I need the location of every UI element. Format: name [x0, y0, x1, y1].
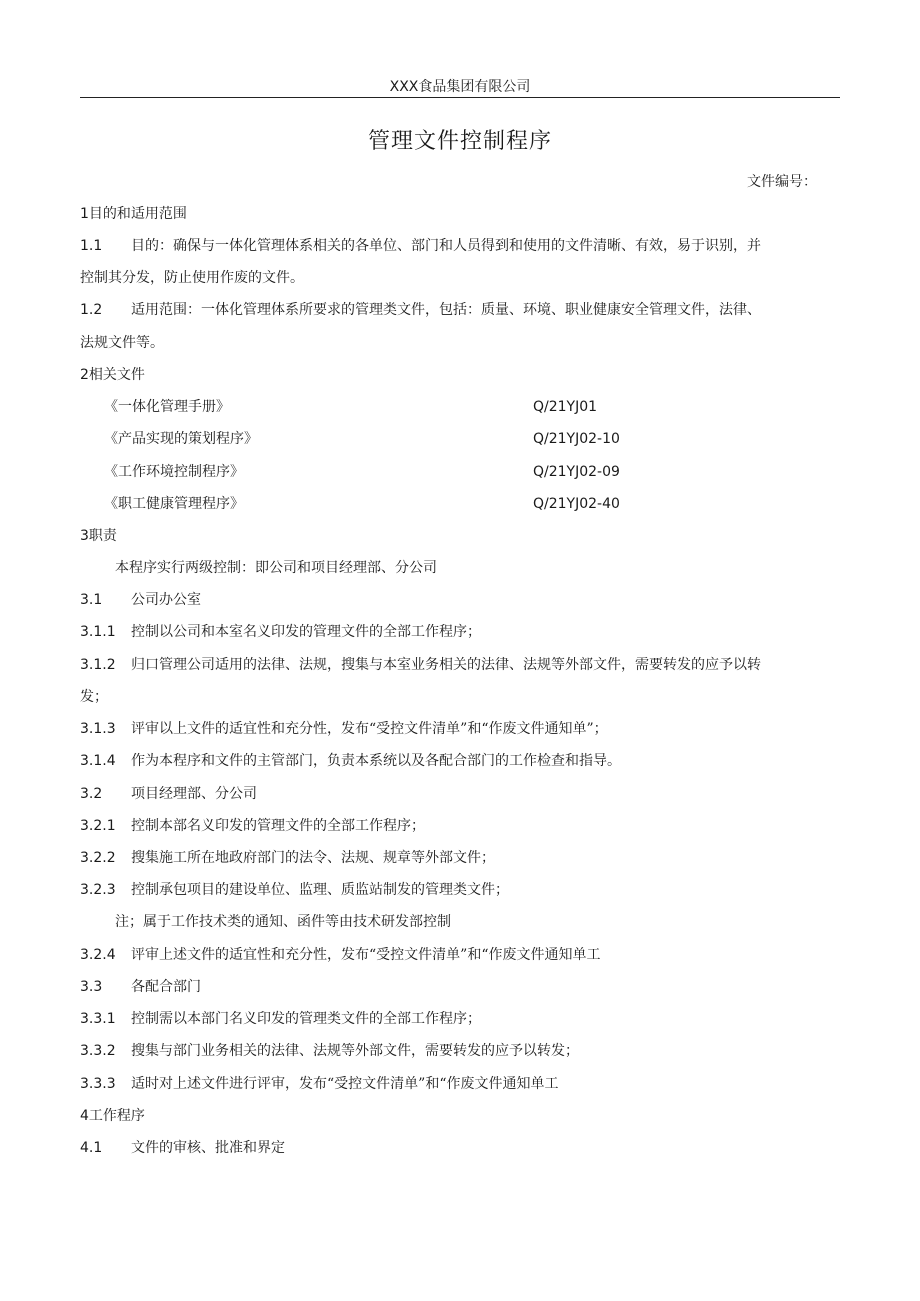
clause-3-1-1	[80, 622, 481, 642]
clause-number: 3.1.1	[80, 624, 116, 640]
clause-3-2-2	[80, 848, 495, 868]
clause-number: 3.1.2	[80, 657, 116, 673]
doc-number-label: 文件编号：	[747, 174, 817, 190]
clause-3-1-3	[80, 719, 608, 739]
clause-number: 3.2.4	[80, 947, 116, 963]
clause-3-3-1	[80, 1009, 481, 1029]
clause-3-1-2-cont: 发；	[80, 689, 108, 705]
related-doc-code: Q/21YJ02-09	[533, 464, 620, 480]
clause-number: 3.3.3	[80, 1076, 116, 1092]
section-3-intro: 本程序实行两级控制：即公司和项目经理部、分公司	[115, 560, 437, 576]
clause-number: 4.1	[80, 1140, 103, 1156]
clause-3-3	[80, 977, 201, 997]
clause-3-3-2	[80, 1041, 579, 1061]
clause-text: 作为本程序和文件的主管部门，负责本系统以及各配合部门的工作检查和指导。	[131, 753, 621, 769]
related-doc-title: 《产品实现的策划程序》	[104, 431, 258, 447]
company-header: XXX食品集团有限公司	[389, 79, 531, 95]
clause-number: 3.3.2	[80, 1043, 116, 1059]
clause-3-2-3	[80, 880, 509, 900]
related-doc-code: Q/21YJ02-10	[533, 431, 620, 447]
clause-text: 控制承包项目的建设单位、监理、质监站制发的管理类文件；	[131, 882, 509, 898]
clause-3-2	[80, 784, 257, 804]
clause-3-2-1	[80, 816, 425, 836]
clause-text: 搜集与部门业务相关的法律、法规等外部文件，需要转发的应予以转发；	[131, 1043, 579, 1059]
section-3-heading: 3职责	[80, 528, 117, 544]
clause-1-1-cont: 控制其分发，防止使用作废的文件。	[80, 270, 304, 286]
clause-number: 3.2.1	[80, 818, 116, 834]
clause-3-1	[80, 590, 201, 610]
clause-1-2	[80, 300, 761, 320]
clause-1-1	[80, 236, 761, 256]
clause-text: 评审上述文件的适宜性和充分性，发布“受控文件清单”和“作废文件通知单工	[131, 947, 601, 963]
related-doc-title: 《一体化管理手册》	[104, 399, 230, 415]
clause-text: 文件的审核、批准和界定	[131, 1140, 285, 1156]
clause-4-1	[80, 1138, 285, 1158]
clause-number: 3.3.1	[80, 1011, 116, 1027]
header-rule	[80, 97, 840, 98]
clause-text: 控制本部名义印发的管理文件的全部工作程序；	[131, 818, 425, 834]
clause-number: 3.1.4	[80, 753, 116, 769]
clause-text: 公司办公室	[131, 592, 201, 608]
clause-text: 控制以公司和本室名义印发的管理文件的全部工作程序；	[131, 624, 481, 640]
related-doc-title: 《职工健康管理程序》	[104, 496, 244, 512]
clause-3-3-3	[80, 1074, 558, 1094]
clause-number: 1.2	[80, 302, 103, 318]
clause-number: 1.1	[80, 238, 103, 254]
clause-number: 3.2.2	[80, 850, 116, 866]
clause-text: 归口管理公司适用的法律、法规，搜集与本室业务相关的法律、法规等外部文件，需要转发的应予以转	[131, 657, 761, 673]
clause-number: 3.2.3	[80, 882, 116, 898]
document-title: 管理文件控制程序	[367, 129, 552, 154]
clause-text: 控制需以本部门名义印发的管理类文件的全部工作程序；	[131, 1011, 481, 1027]
clause-text: 目的：确保与一体化管理体系相关的各单位、部门和人员得到和使用的文件清晰、有效，易于识别，并	[131, 238, 761, 254]
clause-3-1-2	[80, 655, 761, 675]
clause-text: 各配合部门	[131, 979, 201, 995]
clause-number: 3.1	[80, 592, 103, 608]
section-2-heading: 2相关文件	[80, 367, 145, 383]
note-text: 注；属于工作技术类的通知、函件等由技术研发部控制	[115, 914, 451, 930]
related-doc-code: Q/21YJ01	[533, 399, 598, 415]
clause-number: 3.2	[80, 786, 103, 802]
clause-3-2-4	[80, 945, 600, 965]
section-1-heading: 1目的和适用范围	[80, 206, 187, 222]
clause-text: 适用范围：一体化管理体系所要求的管理类文件，包括：质量、环境、职业健康安全管理文件，法律、	[131, 302, 761, 318]
clause-number: 3.1.3	[80, 721, 116, 737]
related-doc-code: Q/21YJ02-40	[533, 496, 620, 512]
clause-text: 项目经理部、分公司	[131, 786, 257, 802]
clause-number: 3.3	[80, 979, 103, 995]
clause-text: 评审以上文件的适宜性和充分性，发布“受控文件清单”和“作废文件通知单”；	[131, 721, 608, 737]
clause-3-1-4	[80, 751, 621, 771]
clause-text: 搜集施工所在地政府部门的法令、法规、规章等外部文件；	[131, 850, 495, 866]
section-4-heading: 4工作程序	[80, 1108, 145, 1124]
clause-text: 适时对上述文件进行评审，发布“受控文件清单”和“作废文件通知单工	[131, 1076, 559, 1092]
related-doc-title: 《工作环境控制程序》	[104, 464, 244, 480]
clause-1-2-cont: 法规文件等。	[80, 335, 164, 351]
